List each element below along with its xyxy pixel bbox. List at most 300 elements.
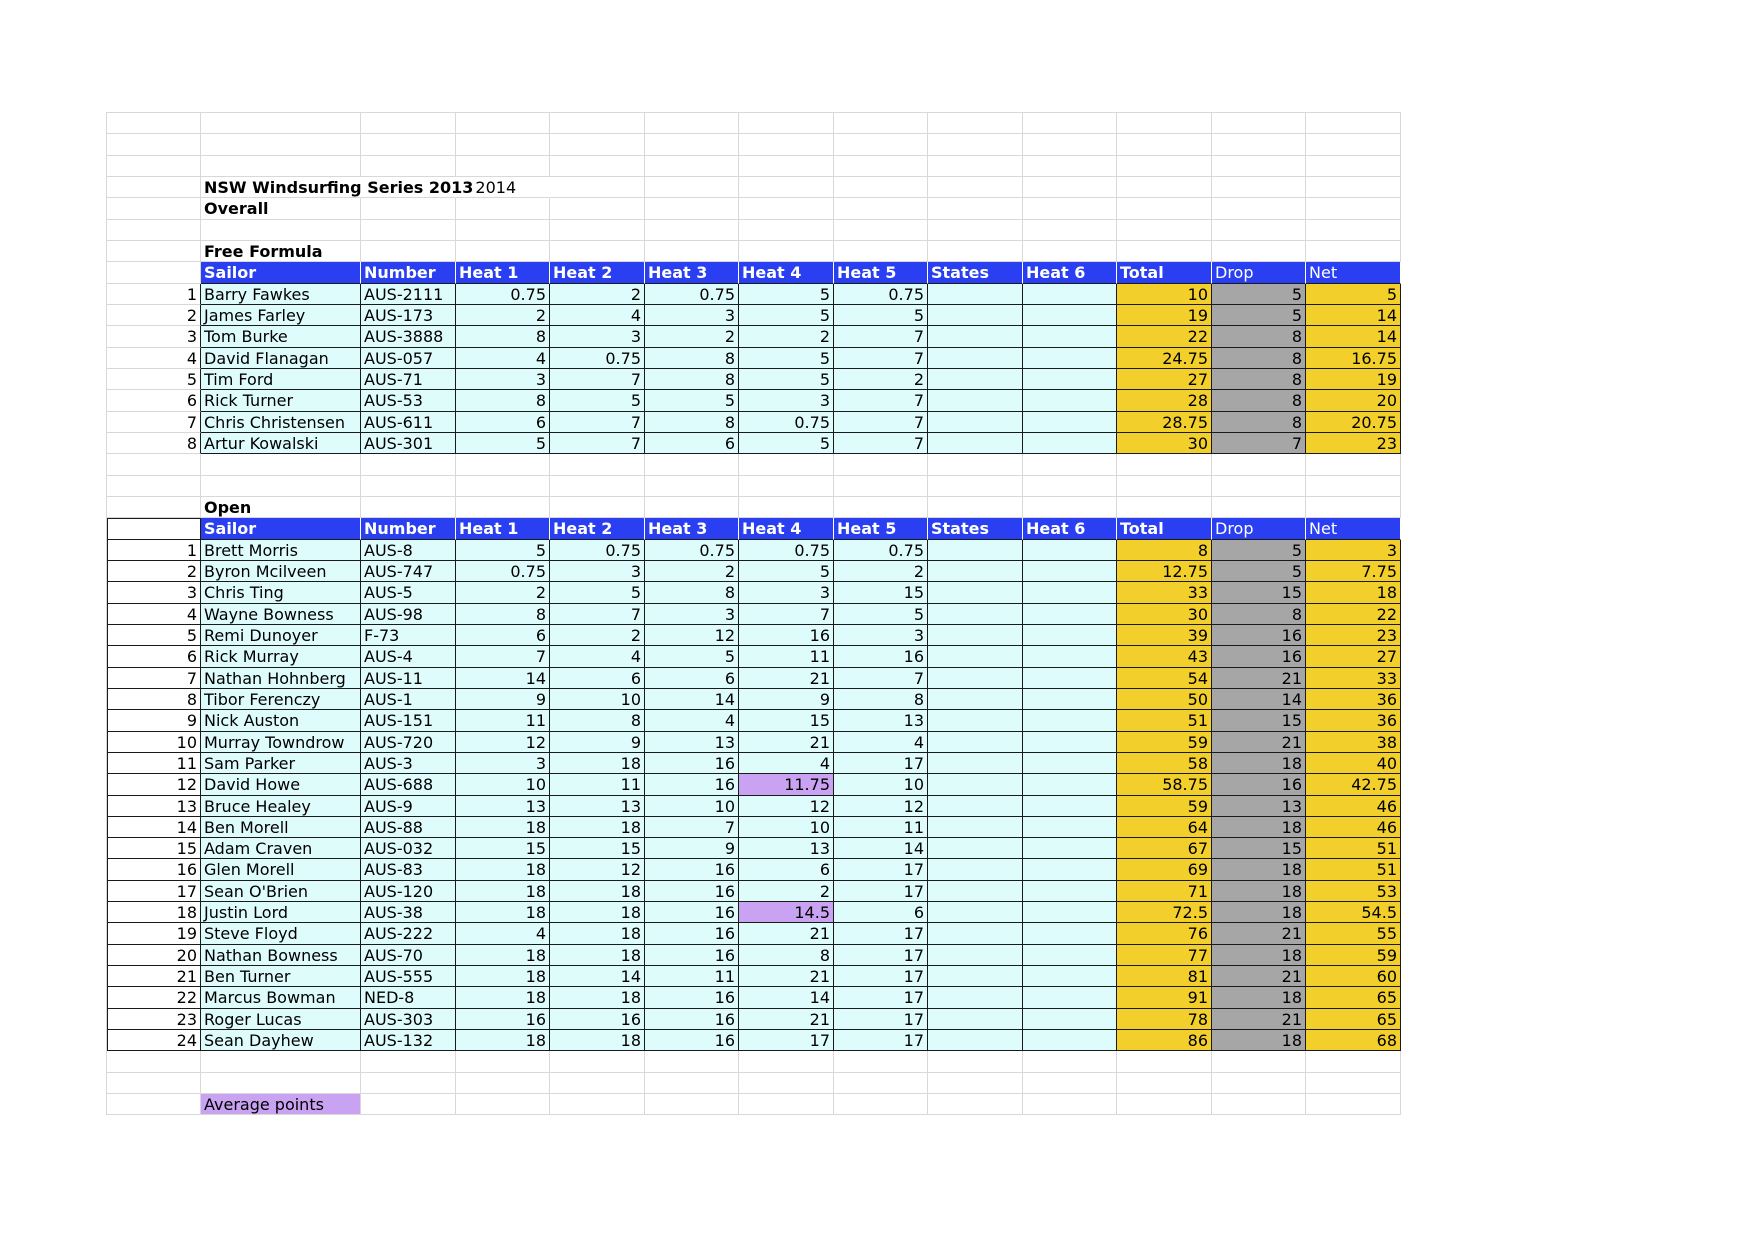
heat-score[interactable]: 7 — [834, 668, 928, 689]
heat-score[interactable]: 16 — [645, 881, 739, 902]
empty-cell[interactable] — [834, 198, 928, 219]
empty-cell[interactable] — [739, 134, 834, 155]
heat-score[interactable]: 0.75 — [739, 412, 834, 433]
column-header-number[interactable]: Number — [361, 262, 456, 283]
sail-number[interactable]: AUS-057 — [361, 348, 456, 369]
heat-score[interactable]: 17 — [834, 966, 928, 987]
empty-cell[interactable] — [1306, 198, 1401, 219]
column-header-total[interactable]: Total — [1117, 262, 1212, 283]
heat-score[interactable]: 18 — [456, 859, 550, 880]
column-header-heat-3[interactable]: Heat 3 — [645, 518, 739, 539]
heat-score[interactable] — [928, 1030, 1023, 1051]
heat-score[interactable]: 8 — [456, 326, 550, 347]
heat-score[interactable] — [928, 582, 1023, 603]
total-score[interactable]: 10 — [1117, 284, 1212, 305]
heat-score[interactable] — [1023, 412, 1117, 433]
heat-score[interactable]: 18 — [550, 945, 645, 966]
sail-number[interactable]: AUS-720 — [361, 732, 456, 753]
empty-cell[interactable] — [550, 241, 645, 262]
heat-score[interactable]: 2 — [456, 305, 550, 326]
sailor-name[interactable]: Tibor Ferenczy — [201, 689, 361, 710]
empty-cell[interactable] — [1023, 1073, 1117, 1094]
empty-cell[interactable] — [834, 113, 928, 134]
empty-cell[interactable] — [645, 497, 739, 518]
heat-score[interactable] — [1023, 604, 1117, 625]
column-header-states[interactable]: States — [928, 262, 1023, 283]
empty-cell[interactable] — [739, 156, 834, 177]
column-header-drop[interactable]: Drop — [1212, 518, 1306, 539]
empty-cell[interactable] — [107, 156, 201, 177]
sail-number[interactable]: AUS-032 — [361, 838, 456, 859]
heat-score[interactable] — [928, 348, 1023, 369]
empty-cell[interactable] — [1212, 241, 1306, 262]
heat-score[interactable]: 21 — [739, 1009, 834, 1030]
heat-score[interactable]: 13 — [645, 732, 739, 753]
sailor-name[interactable]: Wayne Bowness — [201, 604, 361, 625]
heat-score[interactable]: 10 — [645, 796, 739, 817]
drop-score[interactable]: 8 — [1212, 369, 1306, 390]
heat-score[interactable] — [1023, 881, 1117, 902]
heat-score[interactable] — [928, 838, 1023, 859]
empty-cell[interactable] — [928, 1094, 1023, 1115]
heat-score[interactable]: 14.5 — [739, 902, 834, 923]
heat-score[interactable]: 5 — [550, 390, 645, 411]
empty-cell[interactable] — [201, 220, 361, 241]
empty-cell[interactable] — [928, 113, 1023, 134]
sail-number[interactable]: AUS-88 — [361, 817, 456, 838]
heat-score[interactable]: 21 — [739, 923, 834, 944]
sailor-name[interactable]: David Howe — [201, 774, 361, 795]
sailor-name[interactable]: Rick Murray — [201, 646, 361, 667]
heat-score[interactable]: 0.75 — [550, 540, 645, 561]
net-score[interactable]: 20.75 — [1306, 412, 1401, 433]
heat-score[interactable] — [1023, 540, 1117, 561]
empty-cell[interactable] — [1117, 1051, 1212, 1072]
drop-score[interactable]: 18 — [1212, 881, 1306, 902]
empty-cell[interactable] — [107, 476, 201, 497]
column-header-heat-2[interactable]: Heat 2 — [550, 518, 645, 539]
empty-cell[interactable] — [645, 454, 739, 475]
empty-cell[interactable] — [928, 454, 1023, 475]
total-score[interactable]: 51 — [1117, 710, 1212, 731]
heat-score[interactable]: 5 — [456, 433, 550, 454]
total-score[interactable]: 67 — [1117, 838, 1212, 859]
empty-cell[interactable] — [834, 156, 928, 177]
empty-cell[interactable] — [1023, 454, 1117, 475]
total-score[interactable]: 28.75 — [1117, 412, 1212, 433]
drop-score[interactable]: 7 — [1212, 433, 1306, 454]
total-score[interactable]: 22 — [1117, 326, 1212, 347]
empty-cell[interactable] — [834, 476, 928, 497]
heat-score[interactable]: 0.75 — [739, 540, 834, 561]
heat-score[interactable]: 11 — [550, 774, 645, 795]
heat-score[interactable] — [928, 689, 1023, 710]
empty-cell[interactable] — [550, 1094, 645, 1115]
empty-cell[interactable] — [928, 156, 1023, 177]
heat-score[interactable]: 2 — [834, 369, 928, 390]
net-score[interactable]: 59 — [1306, 945, 1401, 966]
heat-score[interactable] — [928, 796, 1023, 817]
heat-score[interactable] — [1023, 582, 1117, 603]
empty-cell[interactable] — [1023, 198, 1117, 219]
heat-score[interactable]: 11.75 — [739, 774, 834, 795]
heat-score[interactable]: 6 — [739, 859, 834, 880]
empty-cell[interactable] — [361, 1094, 456, 1115]
empty-cell[interactable] — [361, 198, 456, 219]
sailor-name[interactable]: Barry Fawkes — [201, 284, 361, 305]
heat-score[interactable]: 16 — [645, 902, 739, 923]
heat-score[interactable]: 18 — [456, 966, 550, 987]
heat-score[interactable]: 6 — [834, 902, 928, 923]
sailor-name[interactable]: James Farley — [201, 305, 361, 326]
total-score[interactable]: 77 — [1117, 945, 1212, 966]
total-score[interactable]: 81 — [1117, 966, 1212, 987]
empty-cell[interactable] — [739, 497, 834, 518]
heat-score[interactable]: 16 — [550, 1009, 645, 1030]
heat-score[interactable] — [1023, 561, 1117, 582]
net-score[interactable]: 23 — [1306, 625, 1401, 646]
heat-score[interactable]: 11 — [834, 817, 928, 838]
sailor-name[interactable]: Nathan Bowness — [201, 945, 361, 966]
empty-cell[interactable] — [550, 497, 645, 518]
sailor-name[interactable]: Bruce Healey — [201, 796, 361, 817]
empty-cell[interactable] — [645, 1094, 739, 1115]
column-header-heat-3[interactable]: Heat 3 — [645, 262, 739, 283]
net-score[interactable]: 22 — [1306, 604, 1401, 625]
sailor-name[interactable]: Nick Auston — [201, 710, 361, 731]
heat-score[interactable]: 6 — [645, 433, 739, 454]
empty-cell[interactable] — [1023, 476, 1117, 497]
heat-score[interactable]: 7 — [834, 390, 928, 411]
drop-score[interactable]: 18 — [1212, 817, 1306, 838]
heat-score[interactable]: 13 — [739, 838, 834, 859]
empty-cell[interactable] — [1306, 497, 1401, 518]
empty-cell[interactable] — [645, 198, 739, 219]
column-header-drop[interactable]: Drop — [1212, 262, 1306, 283]
heat-score[interactable] — [1023, 369, 1117, 390]
total-score[interactable]: 30 — [1117, 433, 1212, 454]
sailor-name[interactable]: Sean O'Brien — [201, 881, 361, 902]
sail-number[interactable]: AUS-303 — [361, 1009, 456, 1030]
net-score[interactable]: 5 — [1306, 284, 1401, 305]
empty-cell[interactable] — [201, 134, 361, 155]
sail-number[interactable]: AUS-70 — [361, 945, 456, 966]
heat-score[interactable] — [928, 668, 1023, 689]
heat-score[interactable]: 5 — [739, 369, 834, 390]
heat-score[interactable]: 0.75 — [834, 284, 928, 305]
sail-number[interactable]: AUS-747 — [361, 561, 456, 582]
net-score[interactable]: 53 — [1306, 881, 1401, 902]
total-score[interactable]: 30 — [1117, 604, 1212, 625]
total-score[interactable]: 91 — [1117, 987, 1212, 1008]
sail-number[interactable]: AUS-222 — [361, 923, 456, 944]
net-score[interactable]: 20 — [1306, 390, 1401, 411]
empty-cell[interactable] — [361, 1051, 456, 1072]
sail-number[interactable]: AUS-71 — [361, 369, 456, 390]
heat-score[interactable] — [928, 540, 1023, 561]
heat-score[interactable] — [1023, 348, 1117, 369]
empty-cell[interactable] — [1117, 1073, 1212, 1094]
empty-cell[interactable] — [1023, 156, 1117, 177]
empty-cell[interactable] — [107, 262, 201, 283]
heat-score[interactable] — [928, 966, 1023, 987]
title-cell[interactable] — [201, 177, 517, 198]
heat-score[interactable]: 5 — [739, 305, 834, 326]
empty-cell[interactable] — [1117, 1094, 1212, 1115]
column-header-net[interactable]: Net — [1306, 518, 1401, 539]
empty-cell[interactable] — [1306, 1094, 1401, 1115]
column-header-states[interactable]: States — [928, 518, 1023, 539]
total-score[interactable]: 59 — [1117, 796, 1212, 817]
heat-score[interactable] — [928, 369, 1023, 390]
heat-score[interactable]: 14 — [834, 838, 928, 859]
net-score[interactable]: 36 — [1306, 689, 1401, 710]
net-score[interactable]: 65 — [1306, 1009, 1401, 1030]
heat-score[interactable] — [928, 433, 1023, 454]
empty-cell[interactable] — [1212, 1094, 1306, 1115]
drop-score[interactable]: 18 — [1212, 753, 1306, 774]
empty-cell[interactable] — [456, 134, 550, 155]
empty-cell[interactable] — [1023, 1094, 1117, 1115]
empty-cell[interactable] — [550, 177, 645, 198]
drop-score[interactable]: 8 — [1212, 326, 1306, 347]
empty-cell[interactable] — [645, 156, 739, 177]
drop-score[interactable]: 8 — [1212, 412, 1306, 433]
net-score[interactable]: 19 — [1306, 369, 1401, 390]
heat-score[interactable] — [1023, 305, 1117, 326]
total-score[interactable]: 24.75 — [1117, 348, 1212, 369]
heat-score[interactable] — [928, 625, 1023, 646]
heat-score[interactable] — [1023, 753, 1117, 774]
sail-number[interactable]: AUS-11 — [361, 668, 456, 689]
heat-score[interactable] — [928, 881, 1023, 902]
empty-cell[interactable] — [456, 198, 550, 219]
net-score[interactable]: 40 — [1306, 753, 1401, 774]
empty-cell[interactable] — [1306, 1051, 1401, 1072]
heat-score[interactable]: 7 — [550, 433, 645, 454]
net-score[interactable]: 27 — [1306, 646, 1401, 667]
empty-cell[interactable] — [1023, 134, 1117, 155]
total-score[interactable]: 39 — [1117, 625, 1212, 646]
empty-cell[interactable] — [201, 454, 361, 475]
sail-number[interactable]: AUS-611 — [361, 412, 456, 433]
sail-number[interactable]: AUS-38 — [361, 902, 456, 923]
empty-cell[interactable] — [107, 1051, 201, 1072]
drop-score[interactable]: 14 — [1212, 689, 1306, 710]
sailor-name[interactable]: Sam Parker — [201, 753, 361, 774]
total-score[interactable]: 58.75 — [1117, 774, 1212, 795]
column-header-heat-4[interactable]: Heat 4 — [739, 262, 834, 283]
heat-score[interactable]: 18 — [456, 987, 550, 1008]
empty-cell[interactable] — [739, 454, 834, 475]
heat-score[interactable]: 15 — [456, 838, 550, 859]
sailor-name[interactable]: Adam Craven — [201, 838, 361, 859]
empty-cell[interactable] — [550, 454, 645, 475]
heat-score[interactable]: 18 — [456, 902, 550, 923]
empty-cell[interactable] — [1117, 241, 1212, 262]
column-header-heat-5[interactable]: Heat 5 — [834, 262, 928, 283]
column-header-number[interactable]: Number — [361, 518, 456, 539]
empty-cell[interactable] — [1117, 113, 1212, 134]
heat-score[interactable] — [1023, 625, 1117, 646]
heat-score[interactable]: 16 — [645, 923, 739, 944]
empty-cell[interactable] — [550, 134, 645, 155]
empty-cell[interactable] — [834, 1073, 928, 1094]
column-header-net[interactable]: Net — [1306, 262, 1401, 283]
column-header-sailor[interactable]: Sailor — [201, 518, 361, 539]
heat-score[interactable]: 9 — [645, 838, 739, 859]
heat-score[interactable]: 8 — [834, 689, 928, 710]
total-score[interactable]: 50 — [1117, 689, 1212, 710]
heat-score[interactable]: 15 — [739, 710, 834, 731]
heat-score[interactable]: 17 — [834, 945, 928, 966]
total-score[interactable]: 54 — [1117, 668, 1212, 689]
empty-cell[interactable] — [1212, 497, 1306, 518]
net-score[interactable]: 33 — [1306, 668, 1401, 689]
empty-cell[interactable] — [361, 134, 456, 155]
empty-cell[interactable] — [107, 1073, 201, 1094]
net-score[interactable]: 14 — [1306, 326, 1401, 347]
net-score[interactable]: 23 — [1306, 433, 1401, 454]
net-score[interactable]: 36 — [1306, 710, 1401, 731]
heat-score[interactable]: 4 — [456, 923, 550, 944]
sail-number[interactable]: AUS-5 — [361, 582, 456, 603]
empty-cell[interactable] — [1117, 177, 1212, 198]
empty-cell[interactable] — [834, 241, 928, 262]
total-score[interactable]: 43 — [1117, 646, 1212, 667]
empty-cell[interactable] — [107, 113, 201, 134]
sail-number[interactable]: AUS-4 — [361, 646, 456, 667]
heat-score[interactable]: 8 — [456, 604, 550, 625]
empty-cell[interactable] — [928, 241, 1023, 262]
heat-score[interactable]: 5 — [645, 646, 739, 667]
total-score[interactable]: 8 — [1117, 540, 1212, 561]
heat-score[interactable]: 14 — [456, 668, 550, 689]
heat-score[interactable]: 16 — [645, 987, 739, 1008]
drop-score[interactable]: 5 — [1212, 284, 1306, 305]
empty-cell[interactable] — [1306, 1073, 1401, 1094]
empty-cell[interactable] — [107, 177, 201, 198]
sail-number[interactable]: AUS-3 — [361, 753, 456, 774]
column-header-heat-2[interactable]: Heat 2 — [550, 262, 645, 283]
heat-score[interactable] — [1023, 987, 1117, 1008]
heat-score[interactable]: 18 — [550, 987, 645, 1008]
heat-score[interactable] — [1023, 923, 1117, 944]
heat-score[interactable]: 16 — [645, 1009, 739, 1030]
empty-cell[interactable] — [361, 241, 456, 262]
heat-score[interactable] — [928, 774, 1023, 795]
heat-score[interactable]: 7 — [834, 433, 928, 454]
net-score[interactable]: 46 — [1306, 796, 1401, 817]
heat-score[interactable]: 5 — [739, 284, 834, 305]
empty-cell[interactable] — [201, 113, 361, 134]
sail-number[interactable]: AUS-2111 — [361, 284, 456, 305]
heat-score[interactable]: 3 — [456, 753, 550, 774]
heat-score[interactable]: 15 — [834, 582, 928, 603]
empty-cell[interactable] — [361, 220, 456, 241]
net-score[interactable]: 3 — [1306, 540, 1401, 561]
drop-score[interactable]: 18 — [1212, 945, 1306, 966]
heat-score[interactable]: 18 — [456, 945, 550, 966]
empty-cell[interactable] — [1117, 156, 1212, 177]
empty-cell[interactable] — [361, 454, 456, 475]
drop-score[interactable]: 21 — [1212, 923, 1306, 944]
heat-score[interactable]: 3 — [645, 604, 739, 625]
drop-score[interactable]: 21 — [1212, 966, 1306, 987]
heat-score[interactable]: 0.75 — [456, 284, 550, 305]
empty-cell[interactable] — [1023, 497, 1117, 518]
total-score[interactable]: 19 — [1117, 305, 1212, 326]
heat-score[interactable] — [928, 902, 1023, 923]
heat-score[interactable]: 17 — [834, 987, 928, 1008]
heat-score[interactable]: 21 — [739, 732, 834, 753]
sail-number[interactable]: AUS-173 — [361, 305, 456, 326]
drop-score[interactable]: 18 — [1212, 902, 1306, 923]
net-score[interactable]: 51 — [1306, 859, 1401, 880]
empty-cell[interactable] — [1212, 113, 1306, 134]
heat-score[interactable]: 3 — [739, 390, 834, 411]
heat-score[interactable]: 2 — [834, 561, 928, 582]
sailor-name[interactable]: Ben Turner — [201, 966, 361, 987]
empty-cell[interactable] — [645, 177, 739, 198]
empty-cell[interactable] — [1306, 454, 1401, 475]
empty-cell[interactable] — [834, 1051, 928, 1072]
empty-cell[interactable] — [361, 113, 456, 134]
heat-score[interactable] — [1023, 902, 1117, 923]
empty-cell[interactable] — [1212, 1051, 1306, 1072]
column-header-heat-6[interactable]: Heat 6 — [1023, 518, 1117, 539]
sail-number[interactable]: AUS-555 — [361, 966, 456, 987]
heat-score[interactable]: 2 — [645, 561, 739, 582]
empty-cell[interactable] — [550, 476, 645, 497]
heat-score[interactable] — [1023, 433, 1117, 454]
empty-cell[interactable] — [1212, 156, 1306, 177]
drop-score[interactable]: 16 — [1212, 625, 1306, 646]
empty-cell[interactable] — [456, 113, 550, 134]
heat-score[interactable]: 8 — [645, 348, 739, 369]
net-score[interactable]: 38 — [1306, 732, 1401, 753]
heat-score[interactable]: 11 — [645, 966, 739, 987]
heat-score[interactable] — [928, 1009, 1023, 1030]
heat-score[interactable]: 6 — [456, 625, 550, 646]
heat-score[interactable]: 9 — [456, 689, 550, 710]
heat-score[interactable]: 21 — [739, 668, 834, 689]
heat-score[interactable]: 0.75 — [645, 284, 739, 305]
empty-cell[interactable] — [456, 1094, 550, 1115]
empty-cell[interactable] — [645, 241, 739, 262]
empty-cell[interactable] — [928, 1073, 1023, 1094]
heat-score[interactable]: 10 — [550, 689, 645, 710]
heat-score[interactable]: 2 — [550, 625, 645, 646]
heat-score[interactable]: 2 — [456, 582, 550, 603]
total-score[interactable]: 76 — [1117, 923, 1212, 944]
heat-score[interactable] — [928, 817, 1023, 838]
heat-score[interactable]: 7 — [834, 412, 928, 433]
net-score[interactable]: 51 — [1306, 838, 1401, 859]
sail-number[interactable]: NED-8 — [361, 987, 456, 1008]
heat-score[interactable]: 3 — [550, 561, 645, 582]
empty-cell[interactable] — [928, 134, 1023, 155]
heat-score[interactable]: 16 — [645, 945, 739, 966]
total-score[interactable]: 71 — [1117, 881, 1212, 902]
column-header-sailor[interactable]: Sailor — [201, 262, 361, 283]
heat-score[interactable]: 18 — [550, 817, 645, 838]
heat-score[interactable]: 14 — [645, 689, 739, 710]
net-score[interactable]: 7.75 — [1306, 561, 1401, 582]
heat-score[interactable]: 8 — [550, 710, 645, 731]
empty-cell[interactable] — [1306, 177, 1401, 198]
heat-score[interactable]: 18 — [550, 881, 645, 902]
